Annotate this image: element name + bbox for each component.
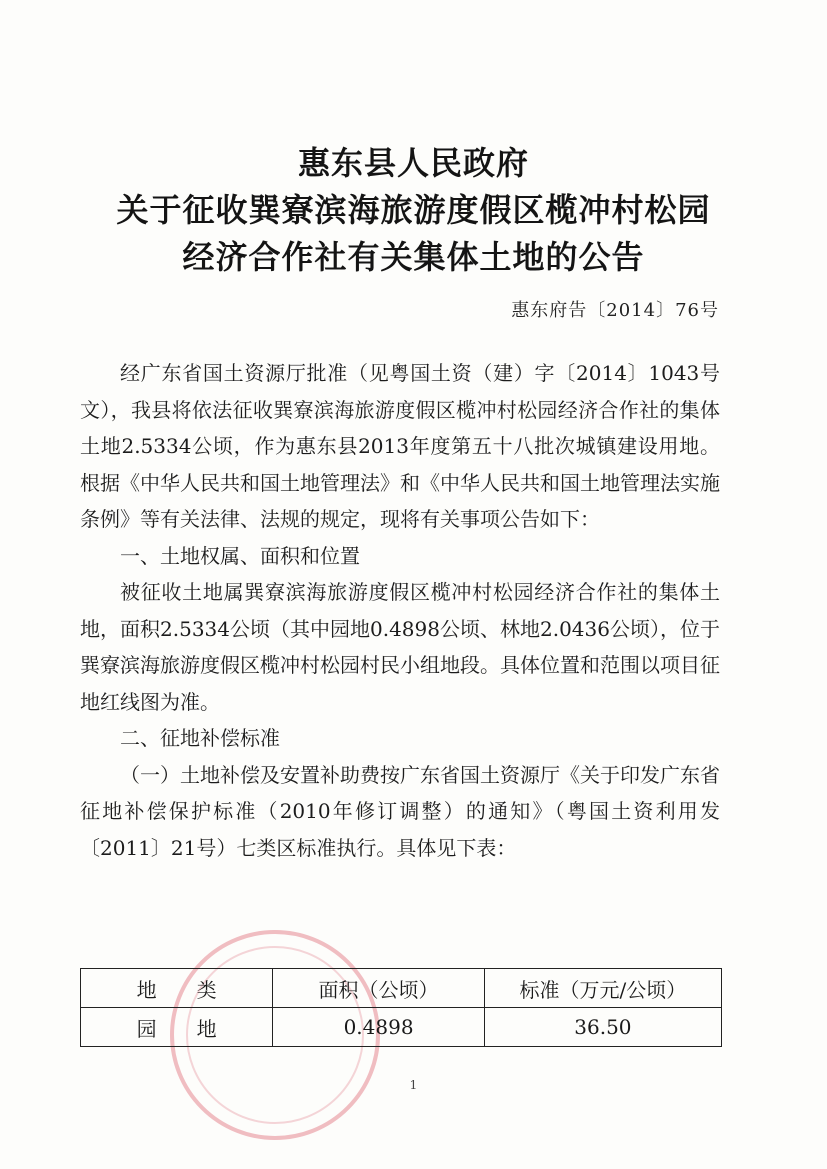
header-land-type: 地 类 — [81, 969, 273, 1008]
section-2-paragraph: （一）土地补偿及安置补助费按广东省国土资源厅《关于印发广东省征地补偿保护标准（2010年修订调整）的通知》（粤国土资利用发〔2011〕21号）七类区标准执行。具体见下表： — [80, 762, 720, 860]
cell-area: 0.4898 — [273, 1008, 485, 1047]
page-number: 1 — [409, 1078, 418, 1092]
title-line-2: 关于征收巽寮滨海旅游度假区榄冲村松园 — [116, 191, 711, 229]
header-area: 面积（公顷） — [273, 969, 485, 1008]
document-body — [80, 355, 720, 866]
section-2-heading: 二、征地补偿标准 — [120, 726, 280, 750]
table-row — [81, 1008, 722, 1047]
table-header-row — [81, 969, 722, 1008]
section-1-paragraph: 被征收土地属巽寮滨海旅游度假区榄冲村松园经济合作社的集体土地，面积2.5334公顷（其中园地0.4898公顷、林地2.0436公顷），位于巽寮滨海旅游度假区榄冲村松园村民小组地段。具体位置和范围以项目征地红线图为准。 — [80, 580, 720, 714]
section-1-heading: 一、土地权属、面积和位置 — [120, 543, 360, 568]
title-line-3: 经济合作社有关集体土地的公告 — [182, 238, 645, 276]
title-line-1: 惠东县人民政府 — [297, 144, 529, 182]
cell-standard: 36.50 — [484, 1008, 721, 1047]
cell-land-type: 园 地 — [81, 1008, 273, 1047]
intro-paragraph: 经广东省国土资源厅批准（见粤国土资（建）字〔2014〕1043号文），我县将依法征收巽寮滨海旅游度假区榄冲村松园经济合作社的集体土地2.5334公顷，作为惠东县2013年度第五十八批次城镇建设用地。根据《中华人民共和国土地管理法》和《中华人民共和国土地管理法实施条例》等有关法律、法规的规定，现将有关事项公告如下： — [80, 361, 720, 531]
document-title — [0, 140, 827, 281]
document-number: 惠东府告〔2014〕76号 — [511, 300, 719, 321]
header-standard: 标准（万元/公顷） — [484, 969, 721, 1008]
compensation-standard-table — [80, 968, 722, 1047]
